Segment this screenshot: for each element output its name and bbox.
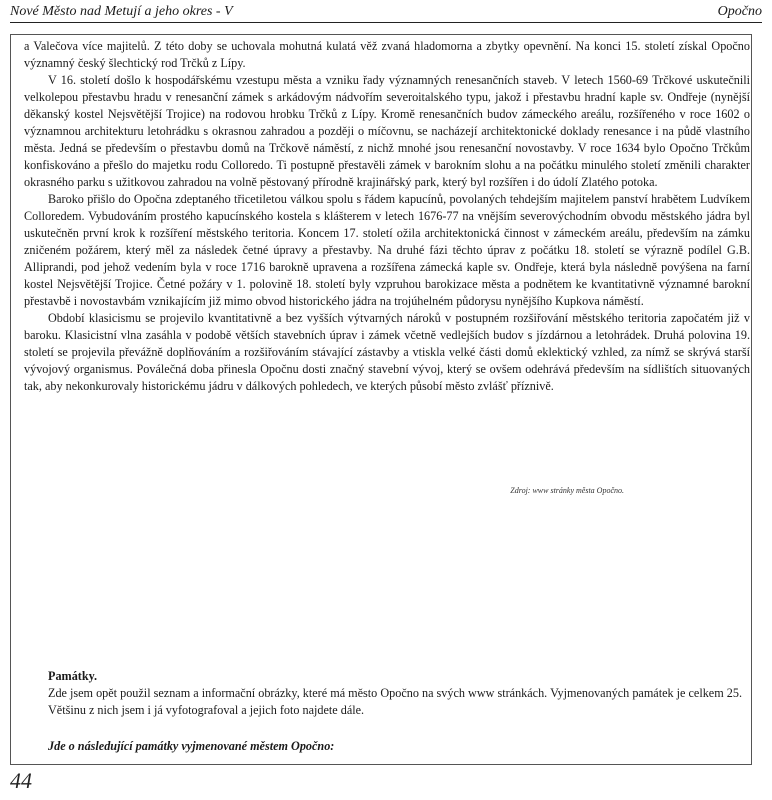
- monuments-section: [48, 668, 742, 719]
- header-book-title: Nové Město nad Metují a jeho okres - V: [10, 4, 233, 19]
- source-note: Zdroj: www stránky města Opočno.: [510, 486, 624, 495]
- page-number: 44: [10, 768, 32, 793]
- monuments-heading: Památky.: [48, 669, 98, 683]
- paragraph: a Valečova více majitelů. Z této doby se uchovala mohutná kulatá věž zvaná hladomorna a zbytky opevnění. Na konci 15. století získal Opočno významný český šlechtický rod Trčků z Lípy.: [24, 39, 750, 70]
- monuments-subheading: Jde o následující památky vyjmenované městem Opočno:: [48, 739, 335, 753]
- paragraph: Období klasicismu se projevilo kvantitativně a bez vyšších výtvarných nároků v postupném rozšiřování městského teritoria započatém již v baroku. Klasicistní vlna zasáhla v podobě větších stavebních úprav i zámek včetně vedlejších budov s jízdárnou a letohrádek. Druhá polovina 19. století se projevila převážně doplňováním a rozšiřováním stávající zástavby a vtiskla velké části domů eklektický vzhled, za nímž se skrývá starší vývojový organismus. Poválečná doba přinesla Opočnu dosti značný stavební vývoj, který se ovšem odehrává především na sídlištích situovaných tak, aby nekonkurovaly historickému jádru v dálkových pohledech, ve kterých působí město zvlášť příznivě.: [24, 311, 750, 393]
- header-chapter: Opočno: [717, 4, 762, 19]
- main-text: [24, 38, 750, 395]
- paragraph: V 16. století došlo k hospodářskému vzestupu města a vzniku řady významných renesančních staveb. V letech 1560-69 Trčkové uskutečnili velkolepou přestavbu hradu v renesanční zámek s arkádovým nádvořím severoitalského typu, jakož i přestavbu hradní kaple sv. Ondřeje (nynější děkanský kostel Nejsvětější Trojice) na rodovou hrobku Trčků z Lípy. Kromě renesančních budov zámeckého areálu, rozšířeného v roce 1602 o významnou architekturu letohrádku s okrasnou zahradou a později o míčovnu, se nacházejí architektonické doklady renesance i na půdě vlastního města. Jedná se především o přestavbu domů na Trčkově náměstí, z nichž mnohé jsou renesanční novostavby. V roce 1634 bylo Opočno Trčkům konfiskováno a přešlo do majetku rodu Colloredo. Ti postupně přestavěli zámek v barokním slohu a na počátku minulého století změnili charakter okrasného parku s užitkovou zahradou na volně pěstovaný přírodně krajinářský park, který byl rozšířen i do údolí Zlatého potoka.: [24, 73, 750, 189]
- paragraph: Baroko přišlo do Opočna zdeptaného třicetiletou válkou spolu s řádem kapucínů, povolaných tehdejším majitelem panství hrabětem Ludvíkem Colloredem. Vybudováním prostého kapucínského kostela s klášterem v letech 1676-77 na vnějším severovýchodním obvodu městského jádra byl uskutečněn první krok k rozšíření městského teritoria. Koncem 17. století ožila architektonická činnost v zámeckém areálu, především na zámku zničeném požárem, který měl za následek četné úpravy a přestavby. Na druhé fázi těchto úprav z počátku 18. století se výrazně podílel G.B. Alliprandi, pod jehož vedením byla v roce 1716 barokně upravena a rozšířena zámecká kaple sv. Ondřeje, která byla následně povýšena na farní kostel Nejsvětější Trojice. Četné požáry v 1. polovině 18. století byly vzpruhou barokizace města a podnětem ke kvantitativně významné barokní přestavbě i novostavbám vznikajícím již mimo obvod historického jádra na trojúhelném půdorysu nynějšího Kupkova náměstí.: [24, 192, 750, 308]
- monuments-text: Zde jsem opět použil seznam a informační obrázky, které má město Opočno na svých www stránkách. Vyjmenovaných památek je celkem 25. Většinu z nich jsem i já vyfotografoval a jejich foto najdete dále.: [48, 686, 742, 717]
- running-header: [10, 4, 762, 23]
